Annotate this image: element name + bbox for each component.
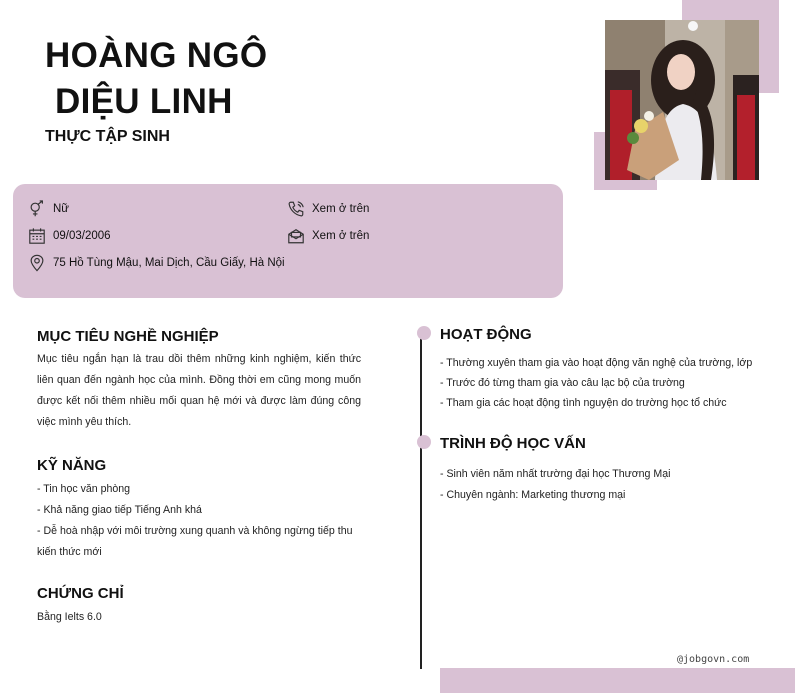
email-value: Xem ở trên (312, 230, 370, 242)
skill-item: - Tin học văn phòng (37, 483, 131, 495)
contact-email (287, 227, 369, 245)
education-heading: TRÌNH ĐỘ HỌC VẤN (440, 435, 586, 452)
objective-text: Mục tiêu ngắn hạn là trau dồi thêm những kinh nghiệm, kiến thức liên quan đến ngành học của mình. Đồng thời em cũng mong muốn được kết nối thêm nhiều mối quan hệ mới và được làm đúng công việc mình yêu thích. (37, 353, 361, 428)
phone-icon (287, 200, 305, 218)
gender-icon (28, 200, 46, 218)
activities-list (440, 353, 790, 413)
watermark-text: @jobgovn.com (677, 654, 750, 665)
skill-item: - Dễ hoà nhập với môi trường xung quanh và không ngừng tiếp thu kiến thức mới (37, 525, 353, 558)
activity-item: - Trước đó từng tham gia vào câu lạc bộ của trường (440, 377, 685, 389)
profile-photo (605, 20, 759, 180)
contact-gender (28, 200, 69, 218)
footer-bar (440, 668, 795, 693)
education-item: - Sinh viên năm nhất trường đại học Thương Mại (440, 468, 671, 480)
contact-panel (13, 184, 563, 298)
timeline-line (420, 332, 422, 669)
job-title: THỰC TẬP SINH (45, 128, 170, 145)
contact-address (28, 254, 285, 272)
activity-item: - Tham gia các hoạt động tình nguyện do trường học tổ chức (440, 397, 727, 409)
contact-phone (287, 200, 369, 218)
objective-heading: MỤC TIÊU NGHỀ NGHIỆP (37, 328, 219, 345)
calendar-icon (28, 227, 46, 245)
candidate-name: HOÀNG NGÔ DIỆU LINH (45, 36, 268, 121)
skills-heading: KỸ NĂNG (37, 457, 107, 474)
contact-birthday (28, 227, 111, 245)
activity-item: - Thường xuyên tham gia vào hoạt động văn nghệ của trường, lớp (440, 357, 753, 369)
timeline-dot-education (417, 435, 431, 449)
gender-value: Nữ (53, 203, 70, 215)
timeline-dot-activities (417, 326, 431, 340)
activities-heading: HOẠT ĐỘNG (440, 326, 532, 343)
mail-icon (287, 227, 305, 245)
education-list (440, 464, 790, 506)
birthday-value: 09/03/2006 (53, 230, 111, 242)
education-item: - Chuyên ngành: Marketing thương mại (440, 489, 626, 501)
certificates-heading: CHỨNG CHỈ (37, 585, 124, 602)
address-value: 75 Hồ Tùng Mậu, Mai Dịch, Cầu Giấy, Hà Nội (53, 257, 285, 269)
certificates-text: Bằng Ielts 6.0 (37, 611, 102, 623)
skill-item: - Khả năng giao tiếp Tiếng Anh khá (37, 504, 202, 516)
phone-value: Xem ở trên (312, 203, 370, 215)
skills-list (37, 479, 361, 563)
location-pin-icon (28, 254, 46, 272)
